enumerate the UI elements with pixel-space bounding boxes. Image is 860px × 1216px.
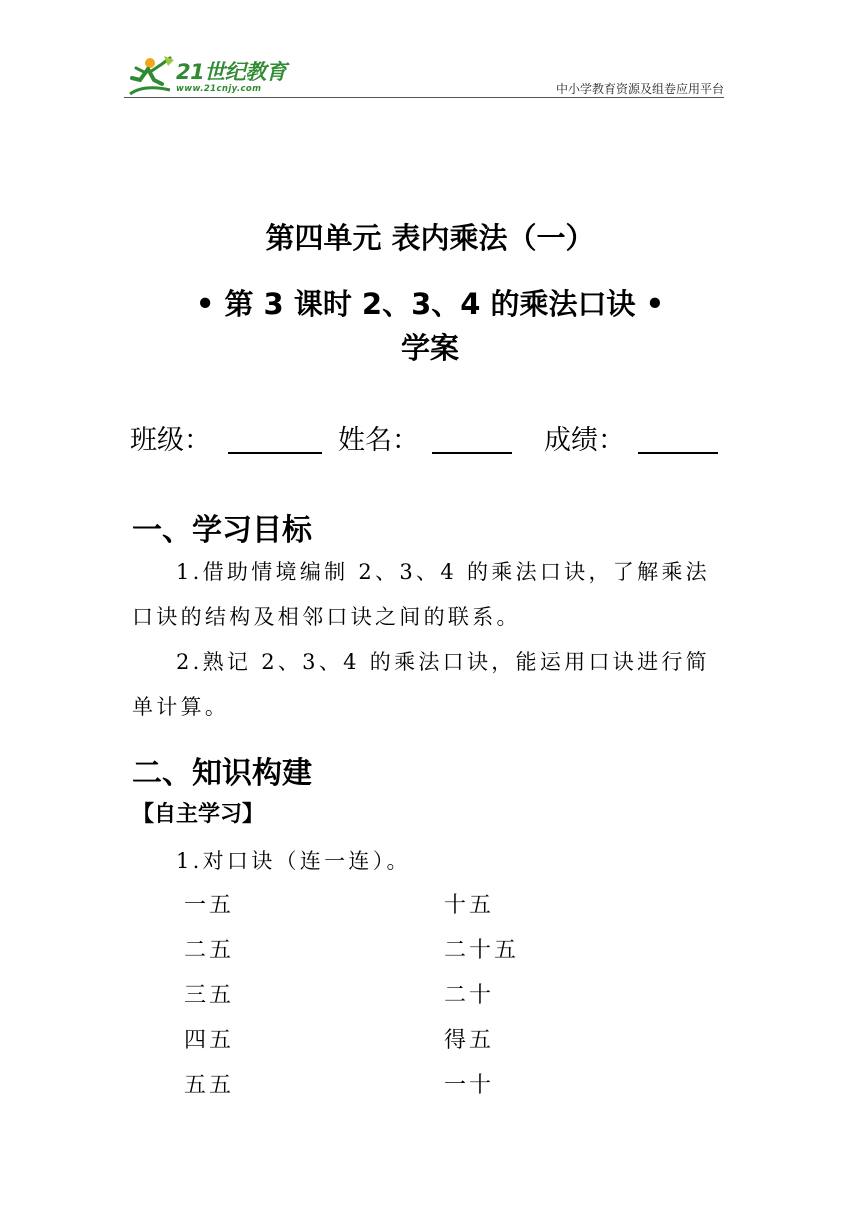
logo-url: www.21cnjy.com xyxy=(176,84,262,94)
goal2-line1: 2.熟记 2、3、4 的乘法口诀，能运用口诀进行简 xyxy=(176,650,710,674)
right-item[interactable]: 十五 xyxy=(444,893,495,918)
score-blank[interactable] xyxy=(638,452,718,454)
logo xyxy=(124,54,314,98)
page-header xyxy=(124,52,724,100)
section-heading-knowledge: 二、知识构建 xyxy=(132,756,312,791)
runner-logo-icon xyxy=(124,54,176,98)
header-tagline: 中小学教育资源及组卷应用平台 xyxy=(555,82,724,96)
unit-title: 第四单元 表内乘法（一） xyxy=(265,221,595,255)
goal1-line1: 1.借助情境编制 2、3、4 的乘法口诀，了解乘法 xyxy=(176,560,710,584)
left-item[interactable]: 二五 xyxy=(184,938,235,963)
right-item[interactable]: 一十 xyxy=(444,1073,495,1098)
lesson-title: • 第 3 课时 2、3、4 的乘法口诀 • xyxy=(195,287,665,321)
goal1-line2: 口诀的结构及相邻口诀之间的联系。 xyxy=(132,605,521,629)
goal2-line2: 单计算。 xyxy=(132,695,230,719)
name-label: 姓名： xyxy=(338,425,419,456)
right-item[interactable]: 二十五 xyxy=(444,938,520,963)
header-divider xyxy=(124,97,724,98)
left-item[interactable]: 五五 xyxy=(184,1073,235,1098)
name-blank[interactable] xyxy=(432,452,512,454)
exercise-prompt: 1.对口诀（连一连）。 xyxy=(176,849,411,873)
left-item[interactable]: 三五 xyxy=(184,983,235,1008)
score-label: 成绩： xyxy=(544,425,625,456)
section-heading-goals: 一、学习目标 xyxy=(132,513,312,548)
doc-type-title: 学案 xyxy=(400,331,459,365)
subheading-self-study: 【自主学习】 xyxy=(132,802,265,827)
left-item[interactable]: 一五 xyxy=(184,893,235,918)
class-blank[interactable] xyxy=(228,452,322,454)
logo-text: 21世纪教育 xyxy=(176,60,287,84)
left-item[interactable]: 四五 xyxy=(184,1028,235,1053)
right-item[interactable]: 二十 xyxy=(444,983,495,1008)
right-item[interactable]: 得五 xyxy=(444,1028,495,1053)
class-label: 班级： xyxy=(130,425,211,456)
